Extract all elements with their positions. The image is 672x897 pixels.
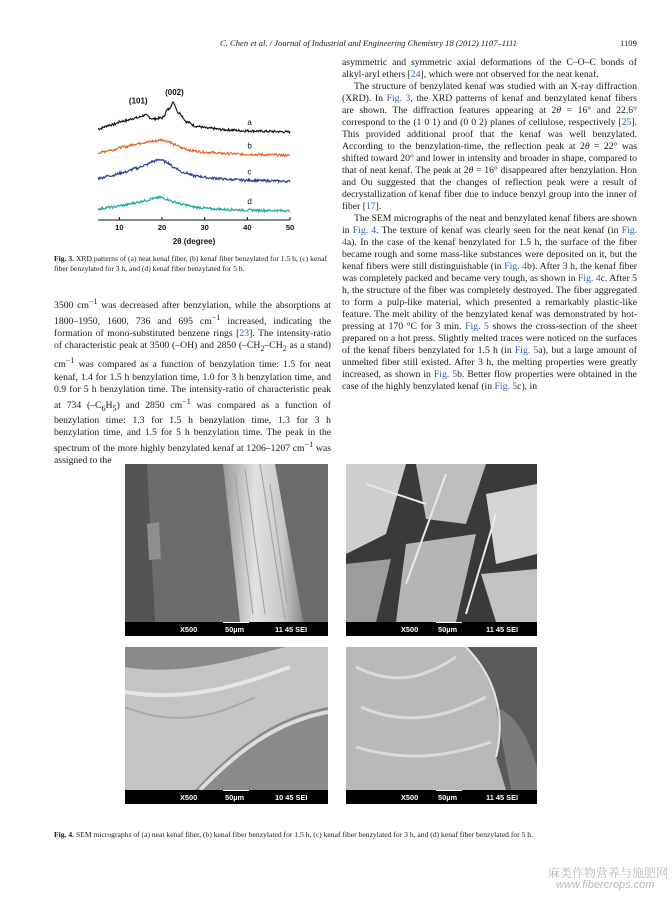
xrd-curve-label-d: d — [247, 197, 252, 207]
sem-panel-d — [346, 647, 537, 804]
right-column-text — [342, 57, 637, 393]
right-paragraph-3: The SEM micrographs of the neat and benzylated kenaf fibers are shown in Fig. 4. The texture of kenaf was clearly seen for the neat kenaf (in Fig. 4a). In the case of the kenaf benzylated for 1.5 h, the surface of the fiber became rough and some mass-like substances were deposited on it, but the kenaf fibers were still distinguishable (in Fig. 4b). After 3 h, the kenaf fiber was completely packed and became very tough, as shown in Fig. 4c. After 5 h, the structure of the fiber was completely destroyed. The fiber aggregated to form a pulp-like material, which presented a remarkably plastic-like feature. The melt ability of the benzylated kenaf was demonstrated by hot-pressing at 170 °C for 3 min. Fig. 5 shows the cross-section of the sheet prepared on a hot press. Slightly melted traces were noticed on the surfaces of the kenaf fibers benzylated for 1.5 h (in Fig. 5a), but a large amount of unmelted fiber still existed. After 3 h, the melting properties were greatly increased, as shown in Fig. 5b. Better flow properties were obtained in the case of the highly benzylated kenaf (in Fig. 5c), in — [342, 213, 637, 392]
left-paragraph: 3500 $cm^{-1}$ was decreased after benzylation, while the absorptions at 1800–1950, 1600, 736 and 695 $cm^{-1}$ increased, indicating the formation of mono-substituted benzene rings [23]. The intensity-ratio of characteristic peak at 3500 (–OH) and 2850 ($-CH_2-CH_2$ as a stand) $cm^{-1}$ was compared as a function of benzylation time: 1.5 for neat kenaf, 1.4 for 1.5 h benzylation time, 1.0 for 3 h benzylation time, and 0.9 for 5 h benzylation time. The intensity-ratio of characteristic peak at 734 $(-C_6H_5)$ and 2850 $cm^{-1}$ was compared as a function of benzylation time: 1.3 for 1.5 h benzylation time, 1.3 for 3 h benzylation time, and 1.5 for 5 h benzylation time. The peak in the spectrum of the more highly benzylated kenaf at 1206–1207 $cm^{-1}$ was assigned to the — [54, 297, 332, 467]
xrd-curve-label-a: a — [247, 117, 252, 127]
xrd-peak-label-1: (101) — [128, 96, 148, 106]
fig3-caption — [54, 254, 331, 273]
sem-mag-d: X500 — [401, 792, 419, 802]
sem-scalebar-d — [436, 790, 462, 792]
xrd-curve-label-b: b — [247, 141, 252, 151]
sem-databar-a — [125, 622, 328, 636]
sem-databar-c — [125, 790, 328, 804]
xrd-chart — [90, 55, 315, 260]
sem-mag-c: X500 — [180, 792, 198, 802]
sem-mag-b: X500 — [401, 624, 419, 634]
xrd-curve-label-c: c — [247, 167, 252, 177]
running-title: C. Chen et al. / Journal of Industrial and Engineering Chemistry 18 (2012) 1107–1111 — [220, 38, 518, 48]
sem-panel-a — [125, 464, 328, 636]
fig3-caption-text: XRD patterns of (a) neat kenaf fiber, (b) kenaf fiber benzylated for 1.5 h, (c) kenaf fiber benzylated for 3 h, and (d) kenaf fiber benzylated for 5 h. — [54, 254, 327, 273]
sem-scalebar-a — [223, 622, 249, 624]
xrd-x-tick-label: 50 — [285, 223, 295, 232]
sem-id-d: 11 45 SEI — [486, 792, 519, 802]
sem-image-c — [125, 647, 328, 790]
fig4-caption-label: Fig. 4. — [54, 830, 75, 839]
sem-id-c: 10 45 SEI — [275, 792, 308, 802]
xrd-curve-b — [98, 139, 290, 156]
left-column-text — [54, 296, 331, 467]
watermark-url: www.fibercrops.com — [556, 879, 655, 891]
sem-id-b: 11 45 SEI — [486, 624, 519, 634]
sem-mag-a: X500 — [180, 624, 198, 634]
fig4-caption-text: SEM micrographs of (a) neat kenaf fiber, (b) kenaf fiber benzylated for 1.5 h, (c) kenaf fiber benzylated for 3 h, and (d) kenaf fiber benzylated for 5 h. — [75, 830, 533, 839]
sem-image-b — [346, 464, 537, 622]
sem-id-a: 11 45 SEI — [275, 624, 308, 634]
xrd-x-tick-label: 30 — [200, 223, 209, 232]
sem-scalebar-c — [223, 790, 249, 792]
sem-scale-b: 50µm — [438, 624, 458, 634]
sem-scale-c: 50µm — [225, 792, 245, 802]
sem-databar-b — [346, 622, 537, 636]
sem-panel-b — [346, 464, 537, 636]
sem-panel-c — [125, 647, 328, 804]
page-number: 1109 — [620, 38, 637, 48]
fig3-caption-label: Fig. 3. — [54, 254, 75, 263]
sem-databar-d — [346, 790, 537, 804]
right-paragraph-2: The structure of benzylated kenaf was studied with an X-ray diffraction (XRD). In Fig. 3, the XRD patterns of kenaf and benzylated kenaf fibers are shown. The diffraction features appearing at 2θ = 16° and 22.6° correspond to the (1 0 1) and (0 0 2) planes of cellulose, respectively [25]. This provided additional proof that the kenaf was well benzylated. According to the benzylation-time, the reflection peak at 2θ = 22° was shifted toward 20° and lower in intensity and broader in shape, compared to that of neat kenaf. The peak at 2θ = 16° disappeared after benzylation. Hon and Ou suggested that the changes of reflection peak were a result of decrystallization of kenaf fiber due to induce benzyl group into the inner of fiber [17]. — [342, 81, 638, 212]
sem-image-d — [346, 647, 537, 790]
xrd-curve-a — [98, 102, 290, 133]
xrd-curve-c — [98, 160, 290, 183]
sem-image-a — [125, 464, 328, 622]
right-paragraph-1: asymmetric and symmetric axial deformations of the C–O–C bonds of alkyl-aryl ethers [24], which were not observed for the neat kenaf. — [342, 57, 637, 80]
xrd-x-tick-label: 40 — [243, 223, 252, 232]
xrd-x-tick-label: 10 — [115, 223, 124, 232]
sem-scale-d: 50µm — [438, 792, 458, 802]
xrd-x-axis-label: 2θ (degree) — [172, 237, 216, 246]
sem-scalebar-b — [436, 622, 462, 624]
xrd-curve-d — [98, 196, 290, 211]
sem-figure — [125, 464, 537, 804]
watermark-chinese: 麻类作物营养与施肥网 — [548, 866, 669, 880]
xrd-x-tick-label: 20 — [157, 223, 167, 232]
fig4-caption — [54, 830, 644, 840]
sem-scale-a: 50µm — [225, 624, 245, 634]
xrd-peak-label-2: (002) — [165, 87, 184, 97]
